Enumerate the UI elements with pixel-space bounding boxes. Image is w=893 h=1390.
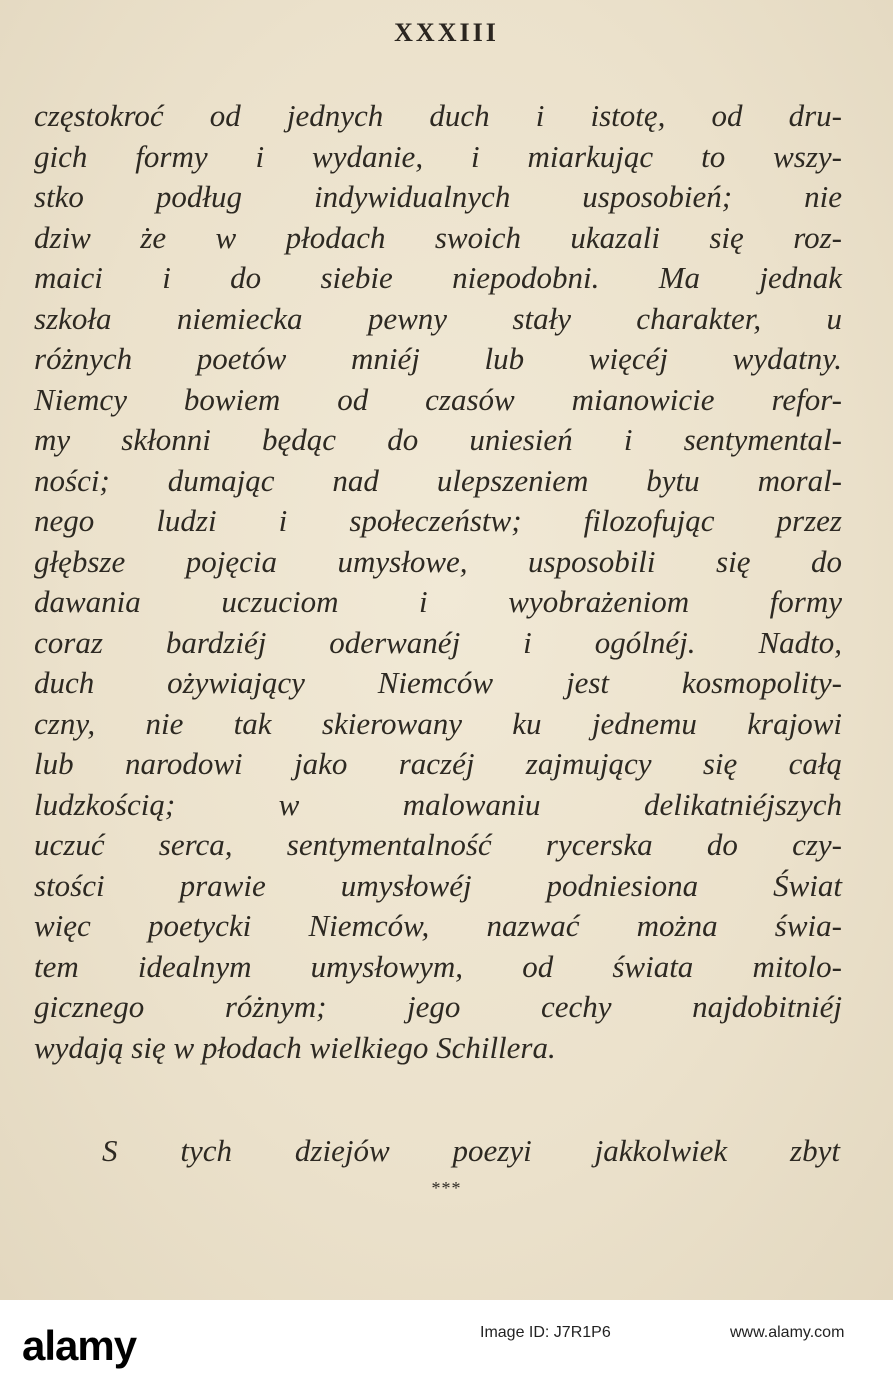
- text-line: my skłonni będąc do uniesień i sentymental-: [34, 422, 842, 457]
- text-line: dziw że w płodach swoich ukazali się roz-: [34, 219, 842, 255]
- text-line: stko podług indywidualnych usposobień; nie: [34, 179, 842, 214]
- text-line: szkoła niemiecka pewny stały charakter, u: [34, 300, 842, 336]
- text-line: lub narodowi jako raczéj zajmujący się całą: [34, 746, 842, 781]
- text-line: tem idealnym umysłowym, od świata mitolo-: [34, 948, 842, 984]
- text-line: uczuć serca, sentymentalność rycerska do czy-: [34, 827, 842, 862]
- text-line: gich formy i wydanie, i miarkując to wszy-: [34, 138, 842, 174]
- signature-mark: ***: [431, 1178, 462, 1198]
- text-line: nego ludzi i społeczeństw; filozofując przez: [34, 503, 842, 538]
- text-line: wydają się w płodach wielkiego Schillera.: [34, 1029, 556, 1065]
- text-line: czny, nie tak skierowany ku jednemu krajowi: [34, 705, 842, 741]
- watermark-footer: [0, 1300, 893, 1390]
- text-line: różnych poetów mniéj lub więcéj wydatny.: [34, 341, 842, 376]
- page-number-header: XXXIII: [394, 18, 499, 47]
- text-line: dawania uczuciom i wyobrażeniom formy: [34, 584, 842, 619]
- paragraph-2-first-line: S tych dziejów poezyi jakkolwiek zbyt: [102, 1133, 840, 1168]
- site-url: www.alamy.com: [730, 1324, 845, 1341]
- text-line: gicznego różnym; jego cechy najdobitniéj: [34, 989, 842, 1024]
- text-line: coraz bardziéj oderwanéj i ogólnéj. Nadto,: [34, 624, 842, 660]
- paragraph-1: [34, 96, 842, 1068]
- text-line: duch ożywiający Niemców jest kosmopolity-: [34, 665, 842, 700]
- text-line: ności; dumając nad ulepszeniem bytu moral-: [34, 462, 842, 498]
- text-line: Niemcy bowiem od czasów mianowicie refor-: [34, 381, 842, 417]
- alamy-logo: alamy: [22, 1322, 137, 1369]
- image-id: Image ID: J7R1P6: [480, 1324, 611, 1341]
- text-line: maici i do siebie niepodobni. Ma jednak: [34, 260, 842, 295]
- text-line: ludzkością; w malowaniu delikatniéjszych: [34, 786, 842, 822]
- text-line: więc poetycki Niemców, nazwać można świa-: [34, 908, 842, 943]
- text-line: stości prawie umysłowéj podniesiona Świat: [34, 867, 842, 903]
- text-line: częstokroć od jednych duch i istotę, od dru-: [34, 98, 842, 133]
- text-line: głębsze pojęcia umysłowe, usposobili się do: [34, 543, 842, 579]
